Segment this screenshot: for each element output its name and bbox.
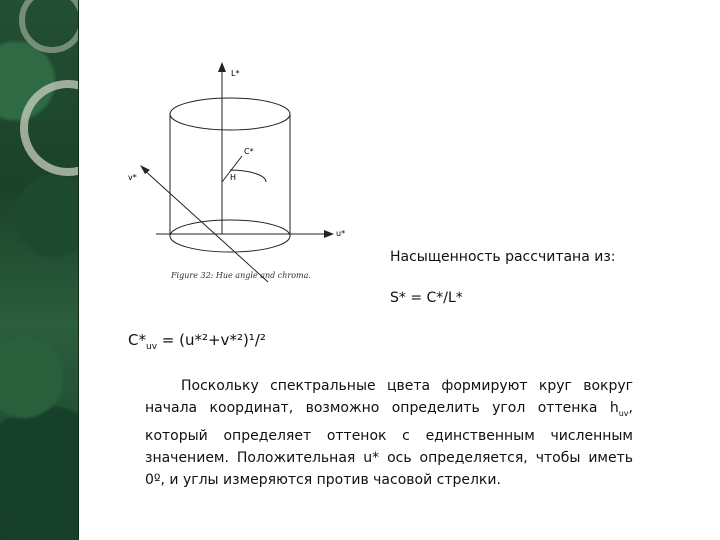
ring-decoration bbox=[0, 0, 78, 540]
axis-v-label: v* bbox=[128, 173, 137, 182]
paragraph-sub: uv bbox=[618, 408, 629, 418]
v-axis bbox=[142, 168, 268, 282]
c-label: C* bbox=[244, 147, 254, 156]
paragraph-part1: Поскольку спектральные цвета формируют круг вокруг начала координат, возможно определить угол оттенка h bbox=[145, 378, 633, 416]
u-axis-arrow bbox=[324, 230, 334, 238]
cylinder-top bbox=[170, 98, 290, 130]
paragraph-part2: , который определяет оттенок с единственным численным значением. Положительная u* ось определяется, чтобы иметь 0º, и углы измеряются против часовой стрелки. bbox=[145, 400, 633, 488]
v-axis-arrow bbox=[140, 165, 150, 174]
saturation-formula: S* = C*/L* bbox=[390, 290, 463, 306]
l-axis-arrow bbox=[218, 62, 226, 72]
chroma-lead: C* bbox=[128, 331, 146, 349]
hue-paragraph bbox=[145, 375, 633, 491]
saturation-title: Насыщенность рассчитана из: bbox=[390, 249, 616, 265]
h-label: H bbox=[230, 173, 237, 182]
axis-u-label: u* bbox=[336, 229, 346, 238]
axis-l-label: L* bbox=[231, 69, 240, 78]
chroma-formula bbox=[128, 331, 266, 352]
chroma-sub: uv bbox=[145, 342, 158, 352]
chroma-rest: = (u*²+v*²)¹/² bbox=[157, 331, 266, 349]
figure-caption: Figure 32: Hue angle and chroma. bbox=[171, 271, 311, 280]
cylinder-diagram bbox=[118, 58, 388, 290]
decorative-sidebar bbox=[0, 0, 79, 540]
